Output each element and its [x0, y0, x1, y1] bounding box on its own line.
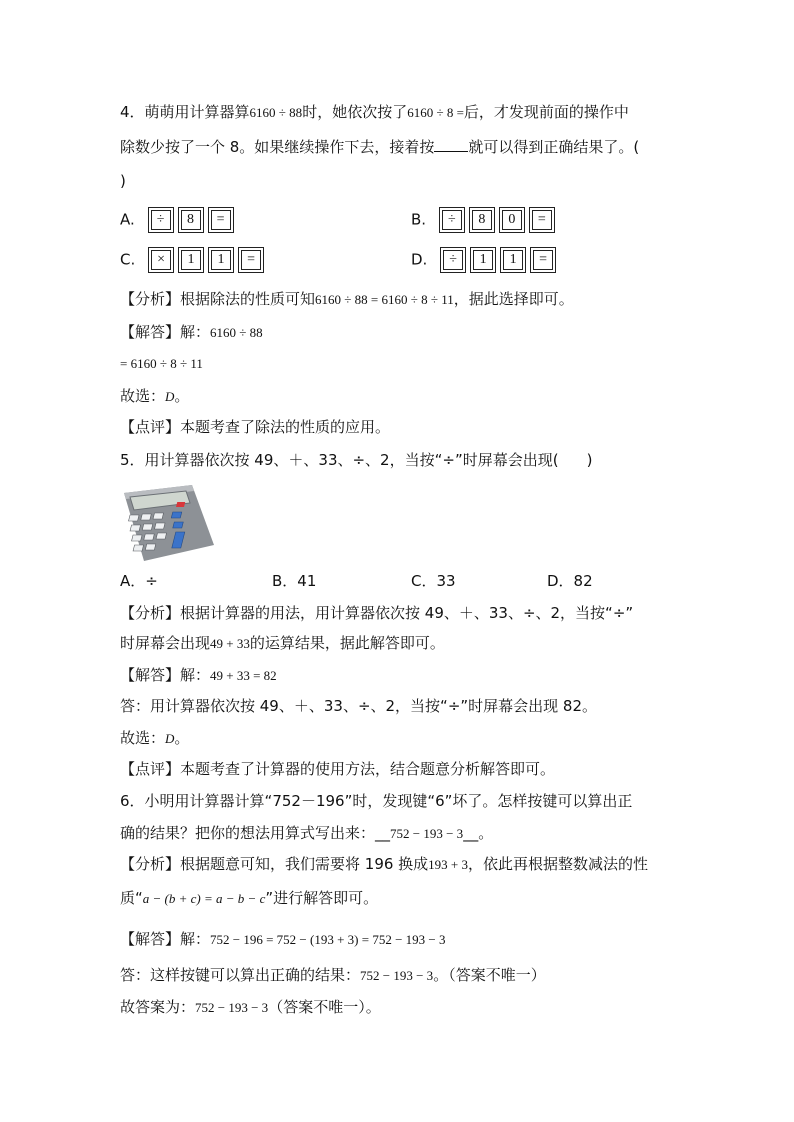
calculator-key [529, 207, 555, 233]
calculator-key [178, 247, 204, 273]
q4-option-d[interactable] [411, 247, 560, 273]
q5-answer: 答：用计算器依次按 49、＋、33、÷、2，当按“÷”时屏幕会出现 82。 [120, 697, 598, 715]
final-text: （答案不唯一）。 [268, 998, 381, 1016]
q6-stem-line2 [120, 822, 493, 845]
key-label: 1 [181, 250, 201, 270]
q6-filled-answer: 752 − 193 − 3 [390, 826, 464, 841]
key-label: 0 [502, 210, 522, 230]
q5-option-c[interactable]: C．33 [411, 572, 456, 590]
solution-expression: 49 + 33 = 82 [210, 668, 277, 683]
q4-option-b[interactable] [411, 207, 559, 233]
option-label: C. [120, 250, 136, 269]
calculator-key [148, 207, 174, 233]
q5-comment: 【点评】本题考查了计算器的使用方法，结合题意分析解答即可。 [120, 760, 556, 778]
q5-stem-text: 5．用计算器依次按 49、＋、33、÷、2，当按“÷”时屏幕会出现( [120, 451, 559, 469]
choice-value: D [165, 731, 175, 746]
analysis-text: 时屏幕会出现 [120, 634, 211, 652]
calculator-icon [120, 483, 216, 563]
q6-analysis-line1 [120, 853, 648, 876]
key-sequence [148, 207, 238, 233]
key-label: ÷ [443, 250, 463, 270]
final-expression: 752 − 193 − 3 [195, 1000, 269, 1015]
choice-end: 。 [174, 387, 190, 405]
key-label: 1 [211, 250, 231, 270]
analysis-text: 的运算结果，据此解答即可。 [249, 634, 445, 652]
q4-key-sequence: 6160 ÷ 8 = [407, 105, 464, 120]
q6-stem-text: 确的结果？把你的想法用算式写出来：__ [120, 824, 391, 842]
q4-solution-line2: = 6160 ÷ 8 ÷ 11 [120, 356, 203, 371]
q4-stem-line1 [120, 101, 629, 124]
q4-analysis [120, 288, 574, 311]
calculator-key [238, 247, 264, 273]
solution-label: 【解答】解： [120, 930, 211, 948]
q6-analysis-line2 [120, 887, 378, 910]
analysis-text: ”进行解答即可。 [265, 889, 379, 907]
q5-option-b[interactable]: B．41 [272, 572, 317, 590]
q6-answer [120, 964, 546, 987]
answer-expression: 752 − 193 − 3 [360, 968, 434, 983]
key-label: ÷ [442, 210, 462, 230]
calculator-key [208, 247, 234, 273]
analysis-text: ，依此再根据整数减法的性 [468, 855, 649, 873]
choice-end: 。 [174, 729, 190, 747]
key-label: 8 [472, 210, 492, 230]
q5-choice [120, 727, 189, 750]
key-label: = [532, 210, 552, 230]
choice-label: 故选： [120, 387, 166, 405]
q4-stem-text: 4．萌萌用计算器算 [120, 103, 250, 121]
analysis-text: 【分析】根据题意可知，我们需要将 196 换成 [120, 855, 429, 873]
calculator-key [499, 207, 525, 233]
q4-stem-text: 后，才发现前面的操作中 [463, 103, 629, 121]
calculator-key [469, 207, 495, 233]
q5-analysis-line2 [120, 632, 445, 655]
choice-label: 故选： [120, 729, 166, 747]
q6-final [120, 996, 381, 1019]
q4-option-c[interactable] [120, 247, 268, 273]
analysis-expression: 193 + 3 [428, 857, 469, 872]
q6-stem-line1: 6．小明用计算器计算“752－196”时，发现键“6”坏了。怎样按键可以算出正 [120, 792, 633, 810]
analysis-text: 质“ [120, 889, 143, 907]
calculator-key [148, 247, 174, 273]
answer-text: 答：这样按键可以算出正确的结果： [120, 966, 361, 984]
q5-stem [120, 449, 592, 471]
q4-stem-text: 时，她依次按了 [302, 103, 408, 121]
key-label: = [241, 250, 261, 270]
key-label: = [211, 210, 231, 230]
final-label: 故答案为： [120, 998, 196, 1016]
analysis-expression: 6160 ÷ 88 = 6160 ÷ 8 ÷ 11 [315, 292, 454, 307]
q5-analysis-line1: 【分析】根据计算器的用法，用计算器依次按 49、＋、33、÷、2，当按“÷” [120, 604, 634, 622]
key-sequence [148, 247, 268, 273]
q6-solution [120, 928, 446, 951]
calculator-key [500, 247, 526, 273]
answer-text: 。（答案不唯一） [433, 966, 546, 984]
key-sequence [439, 207, 559, 233]
key-label: × [151, 250, 171, 270]
calculator-image [120, 483, 216, 563]
key-sequence [440, 247, 560, 273]
q6-stem-end: __。 [463, 824, 494, 842]
key-label: 1 [473, 250, 493, 270]
analysis-formula: a − (b + c) = a − b − c [142, 891, 266, 906]
q5-stem-end: ) [586, 451, 593, 469]
analysis-text: ，据此选择即可。 [453, 290, 574, 308]
q4-solution [120, 321, 263, 344]
calculator-key [208, 207, 234, 233]
analysis-text: 【分析】根据除法的性质可知 [120, 290, 316, 308]
calculator-key [439, 207, 465, 233]
q4-stem-text: 就可以得到正确结果了。( [468, 138, 640, 156]
option-label: D. [411, 250, 428, 269]
analysis-expression: 49 + 33 [210, 636, 250, 651]
answer-blank[interactable] [434, 137, 468, 152]
option-label: B. [411, 210, 427, 229]
option-label: A. [120, 210, 135, 229]
key-label: ÷ [151, 210, 171, 230]
calculator-key [470, 247, 496, 273]
q4-option-a[interactable] [120, 207, 238, 233]
q5-option-d[interactable]: D．82 [547, 572, 593, 590]
calculator-key [530, 247, 556, 273]
calculator-key [440, 247, 466, 273]
q5-solution [120, 664, 277, 687]
q4-stem-line3: ) [120, 172, 126, 190]
solution-label: 【解答】解： [120, 666, 211, 684]
calculator-key [178, 207, 204, 233]
key-label: 8 [181, 210, 201, 230]
q4-stem-line2 [120, 136, 639, 158]
solution-expression: 6160 ÷ 88 [210, 325, 263, 340]
q4-expression: 6160 ÷ 88 [249, 105, 303, 120]
q4-choice [120, 385, 189, 408]
key-label: 1 [503, 250, 523, 270]
choice-value: D [165, 389, 175, 404]
solution-expression: 752 − 196 = 752 − (193 + 3) = 752 − 193 − 3 [210, 932, 446, 947]
q5-option-a[interactable]: A．÷ [120, 572, 158, 590]
key-label: = [533, 250, 553, 270]
solution-label: 【解答】解： [120, 323, 211, 341]
q4-comment: 【点评】本题考查了除法的性质的应用。 [120, 418, 391, 436]
q4-stem-text: 除数少按了一个 8。如果继续操作下去，接着按 [120, 138, 435, 156]
